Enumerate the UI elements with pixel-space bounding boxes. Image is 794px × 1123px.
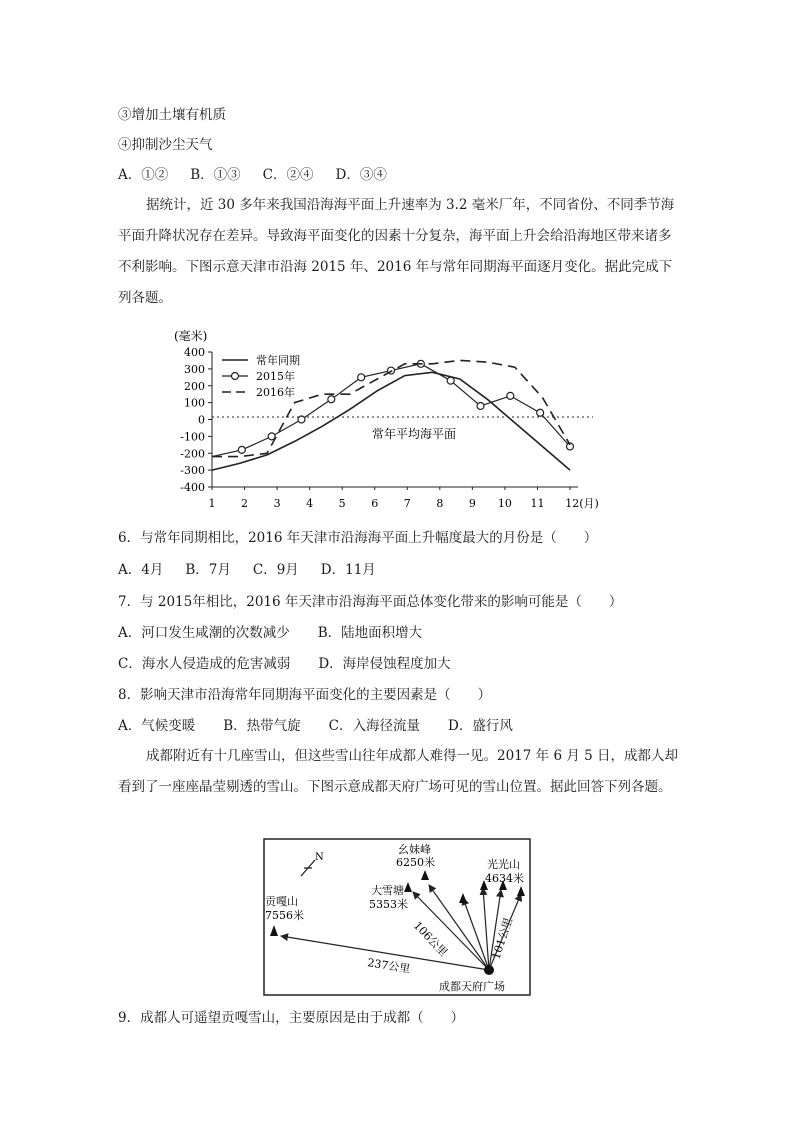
series-point-2015	[298, 416, 305, 423]
y-tick-label: -400	[180, 481, 205, 494]
x-tick-label: 9	[468, 497, 476, 510]
q6-option-a: A．4月	[118, 562, 164, 578]
y-tick-label: 300	[184, 362, 205, 376]
x-tick-label: 8	[436, 497, 444, 510]
passage-sea-level: 据统计，近 30 多年来我国沿海海平面上升速率为 3.2 毫米厂年，不同省份、不同季节海平面升降状况存在差异。导致海平面变化的因素十分复杂，海平面上升会给沿海地区带来诸多不利影响。下图示意天津市沿海 2015 年、2016 年与常年同期海平面逐月变化。据此完成下列各题。	[118, 197, 675, 306]
peak-guangguang-height: 4634米	[485, 872, 524, 885]
q6-option-b: B．7月	[185, 562, 231, 578]
series-point-2015	[447, 377, 454, 384]
q5-option-c: C．②④	[262, 167, 314, 183]
q7-options-row1	[118, 623, 444, 643]
y-tick-label: -200	[180, 447, 205, 461]
series-point-2015	[507, 392, 514, 399]
q5-option-b: B．①③	[190, 167, 241, 183]
peak-yaomei-name: 幺妹峰	[398, 843, 431, 856]
option-item-3: ③增加土壤有机质	[118, 107, 226, 123]
x-tick-label: 6	[371, 497, 379, 510]
peak-gongga-height: 7556米	[265, 909, 304, 922]
series-point-2015	[537, 409, 544, 416]
y-tick-label: 100	[184, 396, 205, 410]
peak-guangguang-name: 光光山	[487, 858, 520, 871]
question-6: 6．与常年同期相比，2016 年天津市沿海海平面上升幅度最大的月份是（ ）	[118, 530, 598, 546]
q5-options	[118, 165, 409, 185]
question-8: 8．影响天津市沿海常年同期海平面变化的主要因素是（ ）	[118, 687, 492, 703]
series-point-2015	[477, 403, 484, 410]
north-label: N	[315, 852, 324, 863]
sea-level-chart	[168, 322, 628, 518]
q5-option-a: A．①②	[118, 167, 169, 183]
legend-label-normal: 常年同期	[256, 354, 300, 367]
option-item-4: ④抑制沙尘天气	[118, 137, 213, 153]
peak-gongga-name: 贡嘎山	[265, 895, 298, 908]
y-tick-label: -300	[180, 464, 205, 478]
series-point-2015	[238, 446, 245, 453]
q6-option-d: D．11月	[320, 562, 376, 578]
distance-guangguang: 101公里	[489, 916, 516, 961]
baseline-annotation: 常年平均海平面	[372, 427, 457, 441]
peak-daxuetang-name: 大雪塘	[371, 884, 404, 897]
q7-option-a: A．河口发生咸潮的次数减少	[118, 625, 290, 641]
x-tick-label: 4	[306, 497, 314, 510]
x-tick-label: 12(月)	[565, 497, 599, 510]
passage-snow-mountains: 成都附近有十几座雪山，但这些雪山往年成都人难得一见。2017 年 6 月 5 日，成都人却看到了一座座晶莹剔透的雪山。下图示意成都天府广场可见的雪山位置。据此回答下列各题。	[118, 748, 678, 795]
peak-daxuetang-height: 5353米	[369, 898, 408, 911]
x-tick-label: 3	[273, 497, 281, 510]
legend-label-2016: 2016年	[256, 386, 295, 399]
peak-yaomei-height: 6250米	[396, 856, 435, 869]
series-point-2015	[358, 374, 365, 381]
x-tick-label: 7	[403, 497, 411, 510]
series-point-2015	[328, 396, 335, 403]
legend-marker-2015	[232, 373, 239, 380]
x-tick-label: 5	[338, 497, 346, 510]
q8-option-a: A．气候变暖	[118, 718, 196, 734]
question-7: 7．与 2015年相比，2016 年天津市沿海海平面总体变化带来的影响可能是（ ）	[118, 594, 623, 610]
y-tick-label: 0	[198, 413, 205, 427]
origin-marker	[484, 965, 494, 975]
q8-option-b: B．热带气旋	[223, 718, 301, 734]
q8-option-c: C．入海径流量	[328, 718, 421, 734]
q7-option-c: C．海水人侵造成的危害减弱	[118, 656, 291, 672]
question-9: 9．成都人可遥望贡嘎雪山，主要原因是由于成都（ ）	[118, 1010, 465, 1026]
q7-option-b: B．陆地面积增大	[317, 625, 423, 641]
legend-label-2015: 2015年	[256, 370, 295, 383]
y-axis-label: (毫米)	[174, 329, 208, 343]
distance-daxuetang: 106公里	[410, 919, 451, 960]
x-tick-label: 11	[530, 497, 545, 510]
origin-label: 成都天府广场	[439, 980, 505, 993]
x-tick-label: 1	[208, 497, 216, 510]
y-tick-label: 400	[184, 346, 205, 359]
legend	[222, 353, 300, 399]
q7-options-row2	[118, 654, 473, 674]
distance-gongga: 237公里	[366, 956, 412, 976]
q6-option-c: C．9月	[252, 562, 299, 578]
q6-options	[118, 560, 398, 580]
y-tick-label: 200	[184, 379, 205, 393]
snow-mountain-map	[263, 838, 535, 998]
x-tick-label: 10	[497, 497, 512, 510]
y-tick-label: -100	[180, 430, 205, 444]
q8-options	[118, 716, 535, 736]
q7-option-d: D．海岸侵蚀程度加大	[318, 656, 451, 672]
q5-option-d: D．③④	[335, 167, 387, 183]
x-tick-label: 2	[241, 497, 249, 510]
q8-option-d: D．盛行风	[448, 718, 513, 734]
